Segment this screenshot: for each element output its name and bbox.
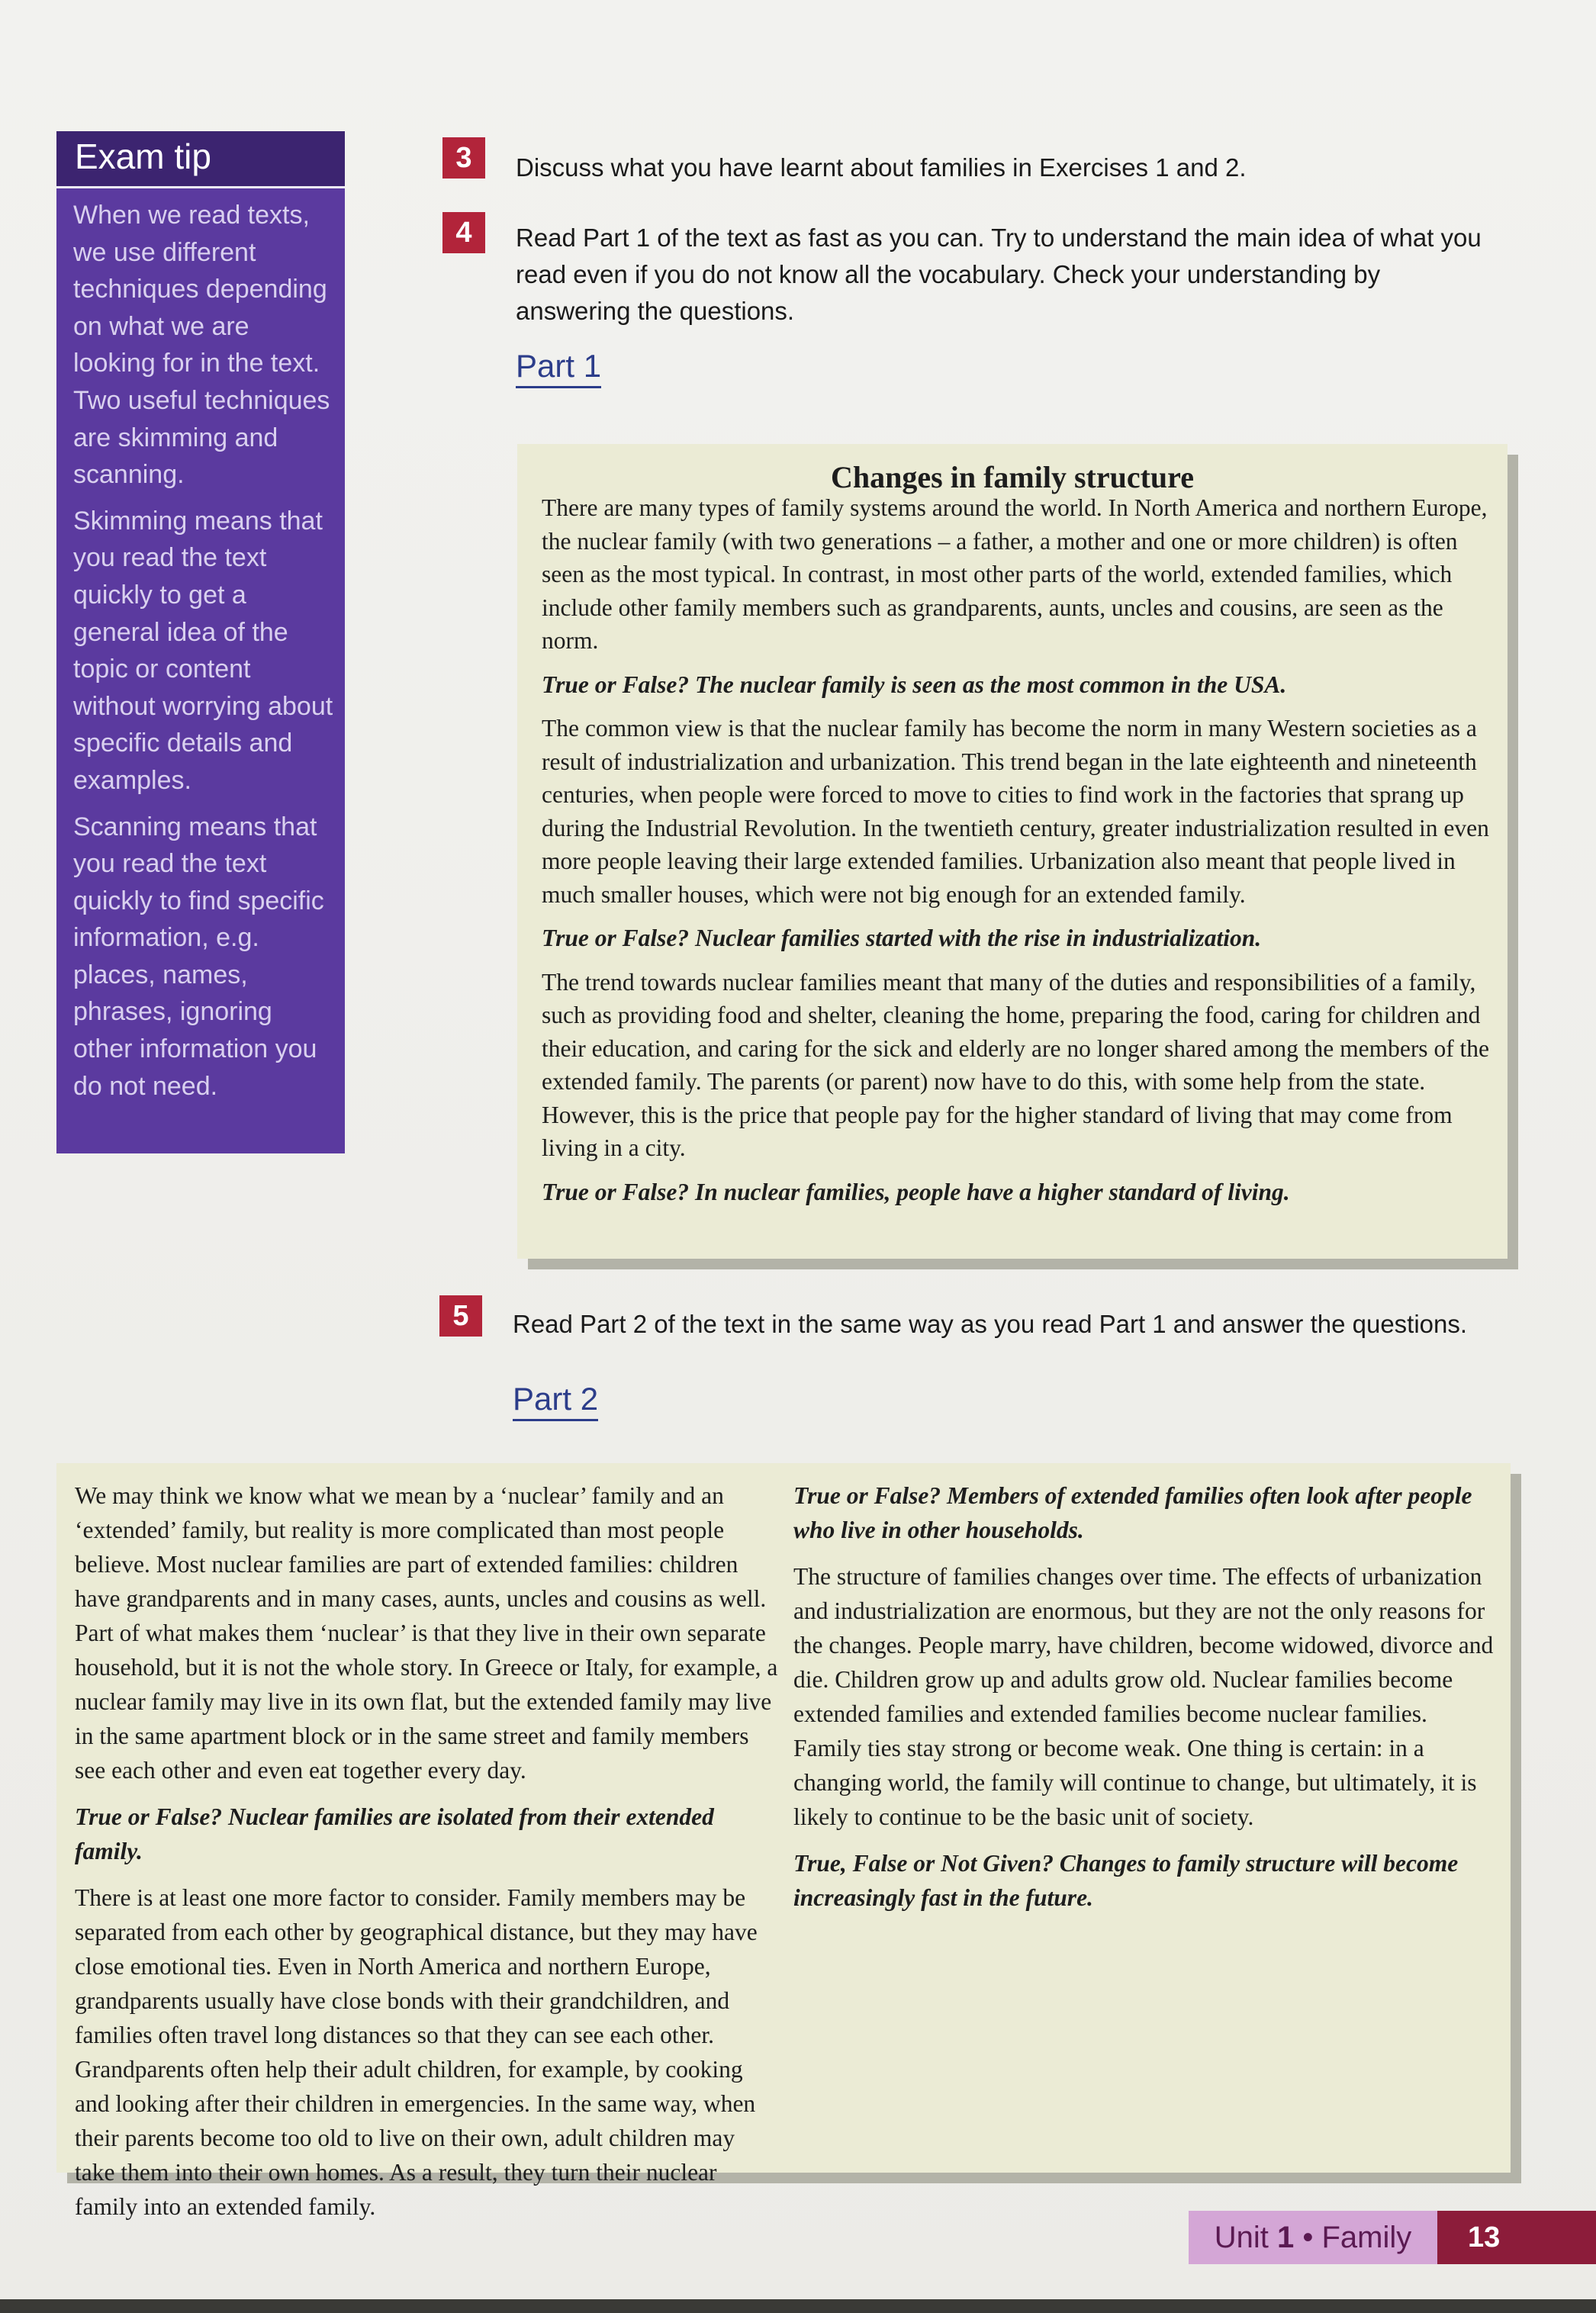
part-1-body [542,491,1495,1219]
exam-tip-box [56,131,345,1153]
unit-name: Family [1321,2221,1412,2254]
part-2-text-panel [56,1463,1511,2220]
part-1-question-3: True or False? In nuclear families, people have a higher standard of living. [542,1178,1290,1205]
exercise-3-instruction: Discuss what you have learnt about families in Exercises 1 and 2. [516,153,1247,182]
exercise-5-number: 5 [439,1295,482,1337]
part-1-text-panel [517,444,1508,1259]
part-1-question-2: True or False? Nuclear families started with the rise in industrialization. [542,925,1262,951]
part-1-paragraph-1: There are many types of family systems around the world. In North America and northern Europe, the nuclear family (with two generations – a father, a mother and one or more children) is often seen as the most typical. In contrast, in most other parts of the world, extended families, which include other family members such as grandparents, aunts, uncles and cousins, are seen as the norm. [542,494,1488,654]
part-2-paragraph-3: The structure of families changes over time. The effects of urbanization and industrialization are enormous, but they are not the only reasons for the changes. People marry, have children, become widowed, divorce and die. Children grow up and adults grow old. Nuclear families become extended families and extended families become nuclear families. Family ties stay strong or become weak. One thing is certain: in a changing world, the family will continue to change, but ultimately, it is likely to continue to be the basic unit of society. [793,1563,1494,1830]
part-2-paragraph-1: We may think we know what we mean by a ‘nuclear’ family and an ‘extended’ family, but reality is more complicated than most people believe. Most nuclear families are part of extended families: children have grandparents and in many cases, aunts, uncles and cousins as well. Part of what makes them ‘nuclear’ is that they live in their own separate household, but it is not the whole story. In Greece or Italy, for example, a nuclear family may live in its own flat, but the extended family may live in the same apartment block or in the same street and family members see each other and even eat together every day. [75,1482,778,1784]
article-title: Changes in family structure [831,460,1194,494]
exercise-4-number: 4 [442,212,485,253]
part-2-heading: Part 2 [513,1381,598,1421]
exam-tip-paragraph: When we read texts, we use different techniques depending on what we are looking for in the text. Two useful techniques are skimming and scanning. [73,201,330,490]
exam-tip-paragraph: Scanning means that you read the text quickly to find specific information, e.g. places, names, phrases, ignoring other information you do not need. [73,812,324,1101]
unit-bullet: • [1302,2221,1314,2254]
unit-number: 1 [1276,2221,1295,2254]
unit-label-tab [1189,2211,1437,2264]
part-1-paragraph-3: The trend towards nuclear families meant that many of the duties and responsibilities of a family, such as providing food and shelter, cleaning the home, preparing the food, caring for children and their education, and caring for the sick and elderly are no longer shared among the members of the extended family. The parents (or parent) now have to do this, with some help from the state. However, this is the price that people pay for the higher standard of living that may come from living in a city. [542,968,1490,1161]
part-2-right-column [793,1478,1495,1927]
page-bottom-edge [0,2299,1596,2313]
part-2-left-column [75,1478,780,2236]
exercise-3-number: 3 [442,137,485,179]
part-2-question-2: True or False? Members of extended families often look after people who live in other households. [793,1482,1472,1543]
exercise-5-instruction: Read Part 2 of the text in the same way as you read Part 1 and answer the questions. [513,1310,1468,1338]
unit-label: Unit [1214,2221,1269,2254]
page-number: 13 [1437,2211,1596,2264]
part-1-paragraph-2: The common view is that the nuclear family has become the norm in many Western societies as a result of industrialization and urbanization. This trend began in the late eighteenth and nineteenth centuries, when people were forced to move to cities to find work in the factories that sprang up during the Industrial Revolution. In the twentieth century, greater industrialization resulted in even more people leaving their large extended families. Urbanization also meant that people lived in much smaller houses, which were not big enough for an extended family. [542,715,1489,908]
part-2-paragraph-2: There is at least one more factor to consider. Family members may be separated from each other by geographical distance, but they may have close emotional ties. Even in North America and northern Europe, grandparents usually have close bonds with their grandchildren, and families often travel long distances so that they can see each other. Grandparents often help their adult children, for example, by cooking and looking after their children in emergencies. In the same way, when their parents become too old to live on their own, adult children may take them into their own homes. As a result, they turn their nuclear family into an extended family. [75,1884,758,2220]
exam-tip-header [56,131,345,188]
part-1-heading: Part 1 [516,348,601,388]
exam-tip-paragraph: Skimming means that you read the text quickly to get a general idea of the topic or content without worrying about specific details and examples. [73,506,333,795]
part-1-question-1: True or False? The nuclear family is seen as the most common in the USA. [542,671,1287,698]
part-2-question-3: True, False or Not Given? Changes to family structure will become increasingly fast in the future. [793,1850,1459,1911]
exam-tip-title: Exam tip [75,137,211,176]
exam-tip-body [73,197,336,1114]
part-2-question-1: True or False? Nuclear families are isolated from their extended family. [75,1803,714,1864]
exercise-4-instruction: Read Part 1 of the text as fast as you can. Try to understand the main idea of what you read even if you do not know all the vocabulary. Check your understanding by answering the questions. [516,224,1482,325]
